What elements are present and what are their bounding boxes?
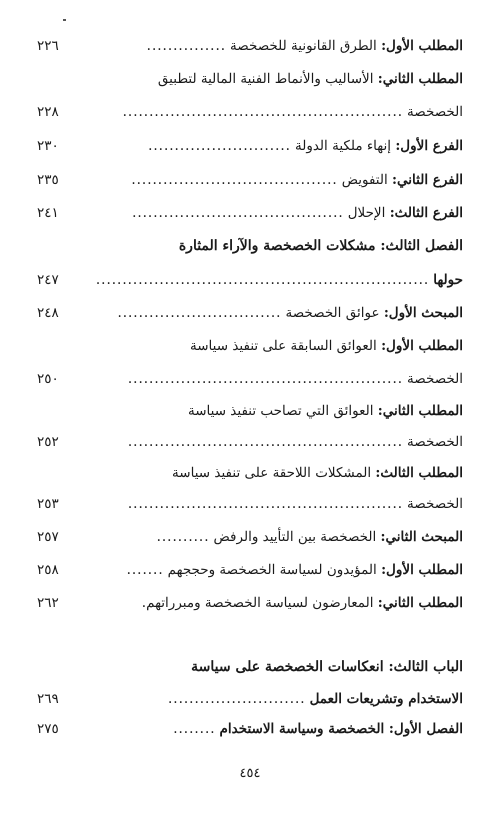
toc-entry [37, 67, 463, 91]
leader-dots: ........ [173, 721, 216, 737]
entry-heading: الفرع الثاني: [392, 172, 463, 188]
entry-page: ٢٦٢ [37, 595, 59, 611]
entry-page: ٢٣٠ [37, 138, 59, 154]
leader-dots: .................................................... [127, 434, 404, 450]
entry-page: ٢٥٧ [37, 529, 59, 545]
toc-entry [37, 168, 463, 192]
entry-title: الخصخصة بين التأييد والرفض [213, 529, 377, 545]
toc-entry [37, 717, 463, 741]
entry-page: ٢٤٧ [37, 272, 59, 288]
entry-page: ٢٥٨ [37, 562, 59, 578]
toc-part-heading [37, 655, 463, 679]
toc-entry [37, 34, 463, 58]
toc-entry [37, 430, 463, 454]
toc-entry [37, 134, 463, 158]
entry-heading: الفصل الثالث: مشكلات الخصخصة والآراء المثارة [178, 238, 463, 254]
entry-heading: حولها [433, 272, 463, 288]
entry-title: الخصخصة [407, 434, 463, 450]
entry-heading: الاستخدام وتشريعات العمل [309, 691, 463, 707]
entry-page: ٢٥٢ [37, 434, 59, 450]
entry-title: الإحلال [347, 205, 386, 221]
entry-title: الأساليب والأنماط الفنية المالية لتطبيق [157, 71, 374, 87]
entry-page: ٢٥٣ [37, 496, 59, 512]
entry-title: الخصخصة [407, 496, 463, 512]
entry-title: عوائق الخصخصة [285, 305, 380, 321]
toc-entry [37, 201, 463, 225]
leader-dots: ............................................................... [95, 272, 430, 288]
entry-heading: الباب الثالث: انعكاسات الخصخصة على سياسة [191, 659, 463, 675]
leader-dots: .................................................... [127, 496, 404, 512]
toc-entry [37, 367, 463, 391]
leader-dots: ....... [126, 562, 164, 578]
toc-entry [37, 492, 463, 516]
leader-dots: ....................................... [131, 172, 338, 188]
entry-title: المشكلات اللاحقة على تنفيذ سياسة [172, 465, 372, 481]
entry-heading: الفرع الثالث: [389, 205, 463, 221]
toc-entry [37, 268, 463, 292]
entry-page: ٢٦٩ [37, 691, 59, 707]
leader-dots: ............... [146, 38, 227, 54]
entry-heading: المطلب الثاني: [377, 403, 463, 419]
page-number: ٤٥٤ [239, 766, 261, 781]
leader-dots: ..................................................... [122, 104, 404, 120]
entry-heading: المطلب الثاني: [377, 71, 463, 87]
entry-heading: المطلب الأول: [381, 562, 463, 578]
toc-entry [37, 687, 463, 711]
entry-page: ٢٤١ [37, 205, 59, 221]
entry-title: الخصخصة [407, 371, 463, 387]
entry-page: ٢٧٥ [37, 721, 59, 737]
scan-mark [63, 19, 66, 21]
leader-dots: ........................... [148, 138, 291, 154]
toc-chapter-heading [37, 234, 463, 258]
leader-dots: .................................................... [127, 371, 404, 387]
entry-heading: المطلب الأول: [381, 338, 463, 354]
toc-entry [37, 591, 463, 615]
entry-page: ٢٢٨ [37, 104, 59, 120]
toc-entry [37, 334, 463, 358]
toc-entry [37, 301, 463, 325]
entry-page: ٢٢٦ [37, 38, 59, 54]
entry-page: ٢٣٥ [37, 172, 59, 188]
leader-dots: ............................... [117, 305, 282, 321]
entry-title: التفويض [341, 172, 388, 188]
entry-title: الطرق القانونية للخصخصة [230, 38, 377, 54]
leader-dots: .......... [156, 529, 210, 545]
toc-entry [37, 525, 463, 549]
entry-title: المؤيدون لسياسة الخصخصة وحججهم [167, 562, 377, 578]
entry-heading: المطلب الثالث: [375, 465, 463, 481]
entry-heading: الفرع الأول: [395, 138, 463, 154]
entry-page: ٢٤٨ [37, 305, 59, 321]
entry-title: إنهاء ملكية الدولة [294, 138, 392, 154]
entry-heading: المطلب الأول: [381, 38, 463, 54]
entry-title: المعارضون لسياسة الخصخصة ومبرراتهم. [141, 595, 374, 611]
entry-heading: المبحث الأول: [383, 305, 463, 321]
toc-entry [37, 461, 463, 485]
toc-entry [37, 558, 463, 582]
entry-page: ٢٥٠ [37, 371, 59, 387]
toc-entry [37, 100, 463, 124]
leader-dots: ........................................ [132, 205, 344, 221]
entry-heading: الفصل الأول: الخصخصة وسياسة الاستخدام [219, 721, 463, 737]
entry-title: العوائق التي تصاحب تنفيذ سياسة [187, 403, 374, 419]
leader-dots: .......................... [168, 691, 306, 707]
entry-heading: المطلب الثاني: [377, 595, 463, 611]
entry-title: الخصخصة [407, 104, 463, 120]
entry-title: العوائق السابقة على تنفيذ سياسة [189, 338, 377, 354]
entry-heading: المبحث الثاني: [380, 529, 463, 545]
toc-entry [37, 399, 463, 423]
